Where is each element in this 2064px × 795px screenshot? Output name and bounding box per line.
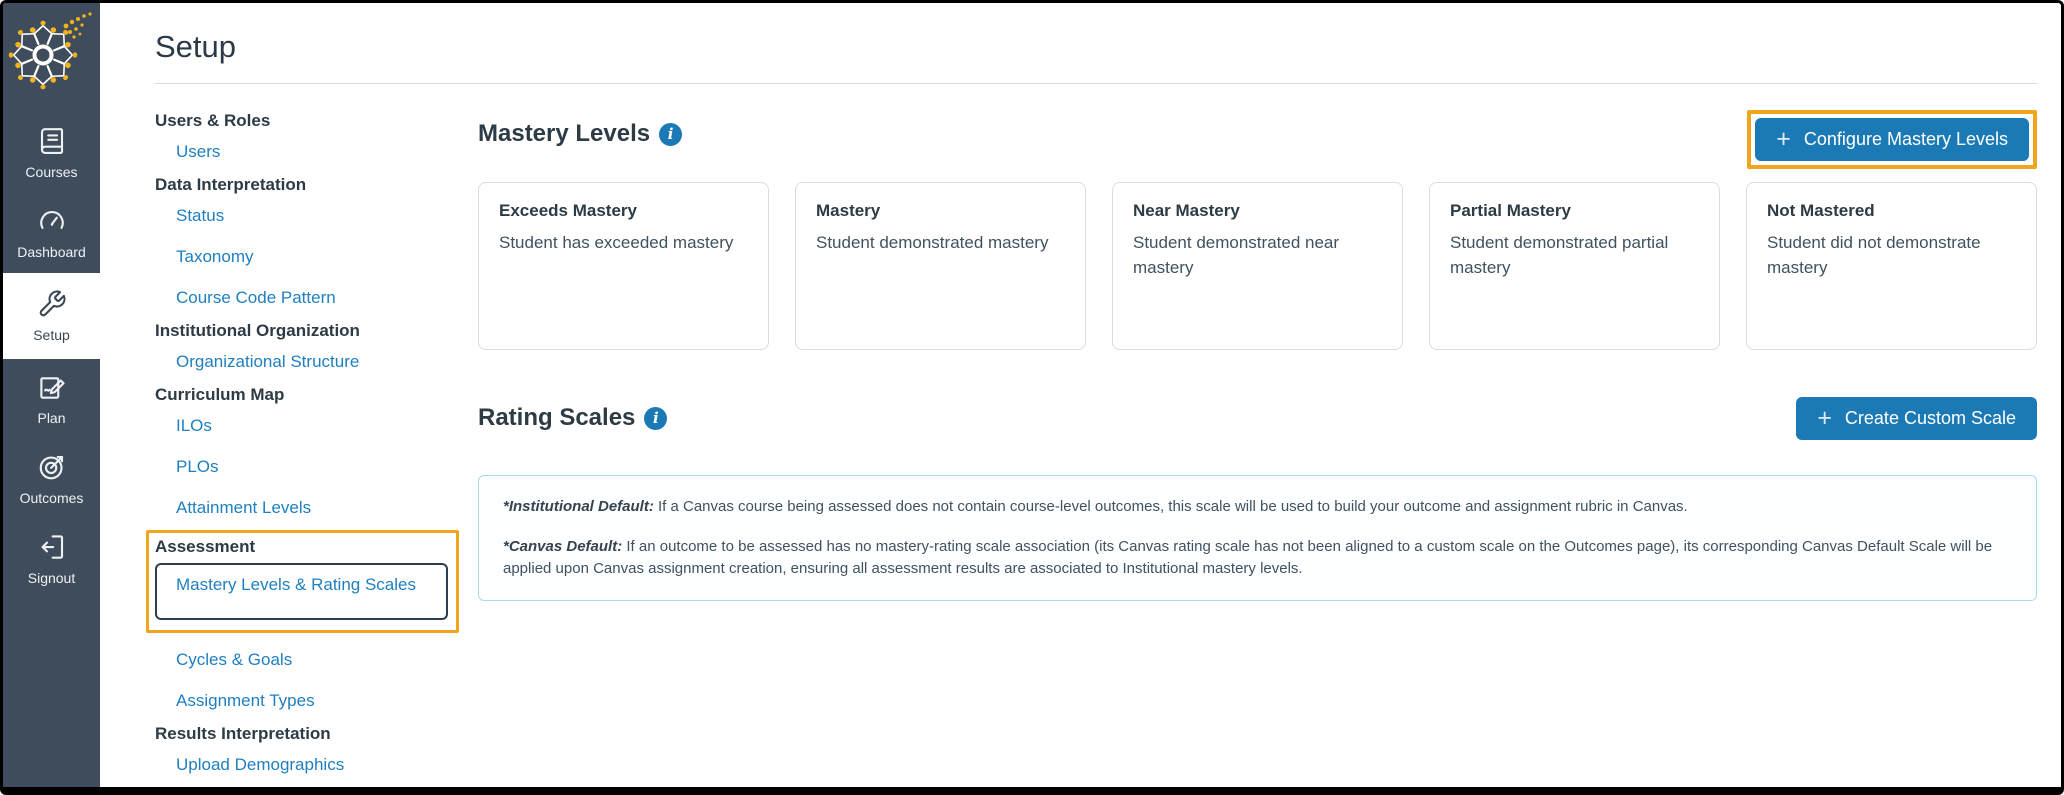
configure-button-label: Configure Mastery Levels [1803, 129, 2008, 149]
nav-group-users-roles [155, 110, 455, 163]
sidebar-item-label: Signout [27, 570, 76, 586]
card-description: Student did not demonstrate mastery [1767, 233, 1981, 277]
book-icon [37, 126, 67, 158]
nav-link-taxonomy[interactable]: Taxonomy [176, 247, 254, 266]
card-title: Mastery [816, 201, 881, 220]
nav-link-ilos[interactable]: ILOs [176, 416, 212, 435]
nav-group-institutional-organization [155, 320, 455, 373]
app-logo[interactable] [3, 3, 100, 95]
nav-link-mastery-levels-rating-scales[interactable]: Mastery Levels & Rating Scales [176, 575, 416, 594]
nav-group-assessment [155, 530, 455, 712]
gauge-icon [37, 206, 67, 238]
mastery-card-not-mastered [1746, 182, 2037, 350]
rating-scales-heading [478, 404, 667, 433]
canvas-default-note [503, 536, 2012, 580]
configure-mastery-levels-button[interactable] [1755, 118, 2029, 161]
sidebar-item-label: Courses [25, 164, 78, 180]
sidebar-item-label: Dashboard [17, 244, 86, 260]
card-description: Student demonstrated mastery [816, 233, 1049, 252]
card-title: Not Mastered [1767, 201, 1875, 220]
mastery-levels-heading-text: Mastery Levels [478, 120, 651, 147]
mastery-card-partial-mastery [1429, 182, 1720, 350]
assessment-highlight-box [146, 530, 459, 633]
note-text: If a Canvas course being assessed does not contain course-level outcomes, this scale will be used to build your outcome and assignment rubric in Canvas. [653, 498, 1688, 515]
nav-link-status[interactable]: Status [176, 206, 225, 225]
sidebar [3, 3, 100, 787]
nav-link-attainment-levels[interactable]: Attainment Levels [176, 498, 312, 517]
nav-header-users-roles: Users & Roles [155, 111, 271, 130]
document-pencil-icon [37, 372, 67, 404]
plus-icon: + [1776, 124, 1791, 153]
page-title: Setup [155, 29, 2037, 84]
configure-button-highlight [1747, 110, 2037, 169]
sidebar-item-signout[interactable] [3, 519, 100, 599]
nav-group-data-interpretation [155, 174, 455, 309]
plus-icon: + [1817, 403, 1832, 432]
exit-icon [37, 532, 67, 564]
sidebar-item-label: Setup [33, 327, 70, 343]
wrench-icon [37, 289, 67, 321]
nav-link-organizational-structure[interactable]: Organizational Structure [176, 352, 360, 371]
sidebar-items [3, 113, 100, 599]
card-title: Partial Mastery [1450, 201, 1571, 220]
sidebar-item-plan[interactable] [3, 359, 100, 439]
mastery-card-near-mastery [1112, 182, 1403, 350]
mastery-card-mastery [795, 182, 1086, 350]
card-description: Student demonstrated near mastery [1133, 233, 1340, 277]
note-text: If an outcome to be assessed has no mastery-rating scale association (its Canvas rating scale has not been aligned to a custom scale on the Outcomes page), its corresponding Canvas Default Scale will be applied upon Canvas assignment creation, ensuring all assessment results are associated to Institutional mastery levels. [503, 538, 1993, 577]
mastery-card-exceeds-mastery [478, 182, 769, 350]
dandelion-logo-icon [6, 8, 98, 94]
nav-header-curriculum-map: Curriculum Map [155, 385, 285, 404]
rating-scales-notes [478, 475, 2037, 601]
sidebar-item-outcomes[interactable] [3, 439, 100, 519]
card-title: Near Mastery [1133, 201, 1240, 220]
sidebar-item-label: Plan [37, 410, 66, 426]
nav-header-institutional-organization: Institutional Organization [155, 321, 360, 340]
info-icon[interactable]: i [659, 123, 682, 146]
nav-link-cycles-goals[interactable]: Cycles & Goals [176, 649, 293, 669]
nav-group-curriculum-map [155, 384, 455, 519]
rating-scales-heading-text: Rating Scales [478, 404, 636, 432]
card-description: Student has exceeded mastery [499, 233, 734, 252]
sidebar-item-label: Outcomes [19, 490, 84, 506]
mastery-level-cards [478, 182, 2037, 350]
target-arrow-icon [37, 452, 67, 484]
nav-group-results-interpretation [155, 723, 455, 776]
sidebar-item-courses[interactable] [3, 113, 100, 193]
setup-subnav [155, 110, 455, 787]
nav-header-assessment: Assessment [155, 537, 256, 556]
info-icon[interactable]: i [644, 407, 667, 430]
mastery-levels-heading [478, 120, 682, 149]
nav-link-plos[interactable]: PLOs [176, 457, 219, 476]
card-title: Exceeds Mastery [499, 201, 637, 220]
mastery-link-focus-box [155, 563, 448, 620]
card-description: Student demonstrated partial mastery [1450, 233, 1669, 277]
note-label: *Institutional Default: [503, 498, 654, 515]
main-area [100, 3, 2061, 787]
note-label: *Canvas Default: [503, 538, 623, 555]
sidebar-item-setup[interactable] [3, 273, 100, 359]
nav-header-data-interpretation: Data Interpretation [155, 175, 307, 194]
institutional-default-note [503, 496, 2012, 518]
create-custom-scale-button[interactable] [1796, 397, 2037, 440]
nav-link-upload-demographics[interactable]: Upload Demographics [176, 754, 345, 774]
nav-link-users[interactable]: Users [176, 142, 221, 161]
sidebar-item-dashboard[interactable] [3, 193, 100, 273]
create-button-label: Create Custom Scale [1844, 408, 2016, 428]
nav-link-assignment-types[interactable]: Assignment Types [176, 690, 315, 710]
app-window [3, 3, 2061, 787]
nav-link-course-code-pattern[interactable]: Course Code Pattern [176, 288, 336, 307]
nav-header-results-interpretation: Results Interpretation [155, 723, 331, 743]
content-panel [478, 110, 2037, 787]
